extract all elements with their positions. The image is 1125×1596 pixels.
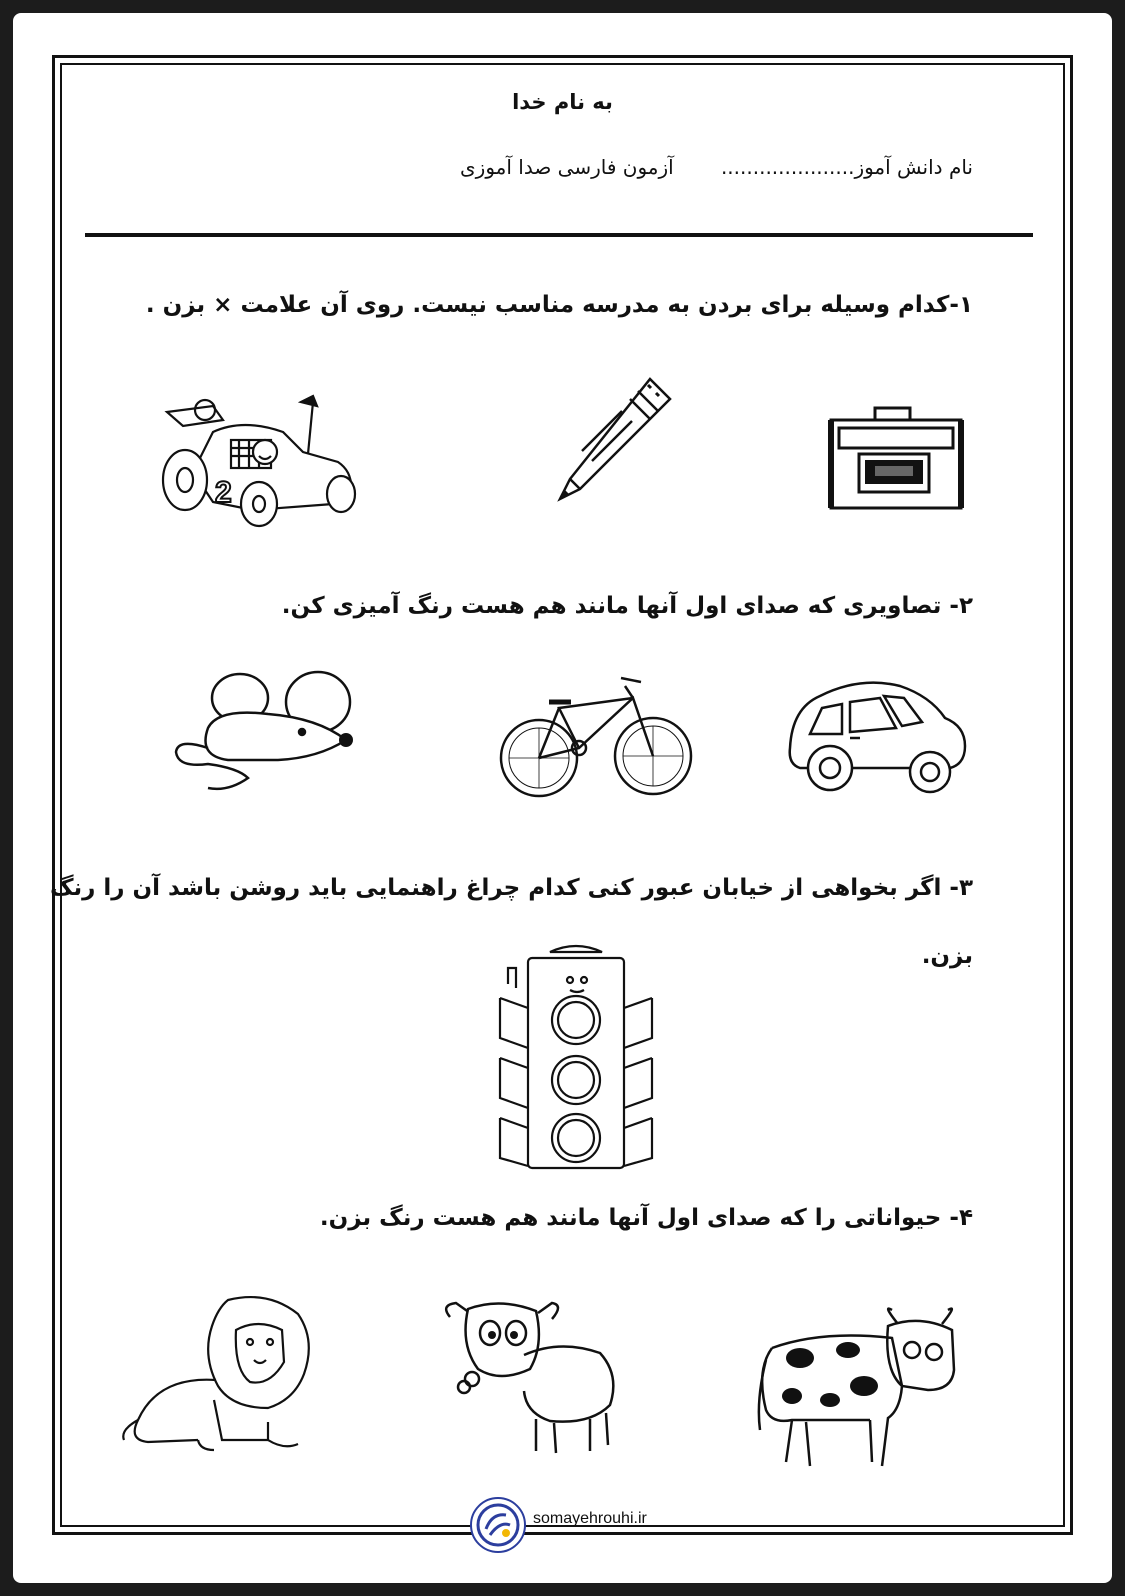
sheep-icon[interactable] [440,1295,622,1455]
question-1-text: ۱-کدام وسیله برای بردن به مدرسه مناسب نیست. روی آن علامت × بزن . [145,292,973,318]
question-3-text-line1: ۳- اگر بخواهی از خیابان عبور کنی کدام چراغ راهنمایی باید روشن باشد آن را رنگ [49,875,973,901]
car-icon[interactable] [780,668,970,798]
question-2-text: ۲- تصاویری که صدای اول آنها مانند هم هست رنگ آمیزی کن. [281,593,973,619]
logo-graphic-icon [472,1499,524,1551]
schoolbag-icon[interactable] [825,400,970,512]
question-3-text-line2: بزن. [921,943,973,969]
svg-text:2: 2 [215,476,232,509]
exam-title: آزمون فارسی صدا آموزی [460,155,674,179]
footer-website[interactable]: somayehrouhi.ir [533,1510,647,1527]
traffic-light-icon[interactable] [488,938,663,1176]
bicycle-icon[interactable] [497,668,697,800]
student-name-field: نام دانش آموز..................... [720,155,973,179]
pencil-icon[interactable] [552,373,677,505]
cow-icon[interactable] [752,1300,960,1468]
lion-icon[interactable] [118,1290,330,1468]
mouse-icon[interactable] [168,668,360,798]
race-car-icon[interactable] [153,392,363,532]
question-4-text: ۴- حیواناتی را که صدای اول آنها مانند هم هست رنگ بزن. [319,1205,973,1231]
site-logo-icon[interactable] [470,1497,526,1553]
header-divider [85,233,1033,237]
page-title: به نام خدا [512,90,613,114]
